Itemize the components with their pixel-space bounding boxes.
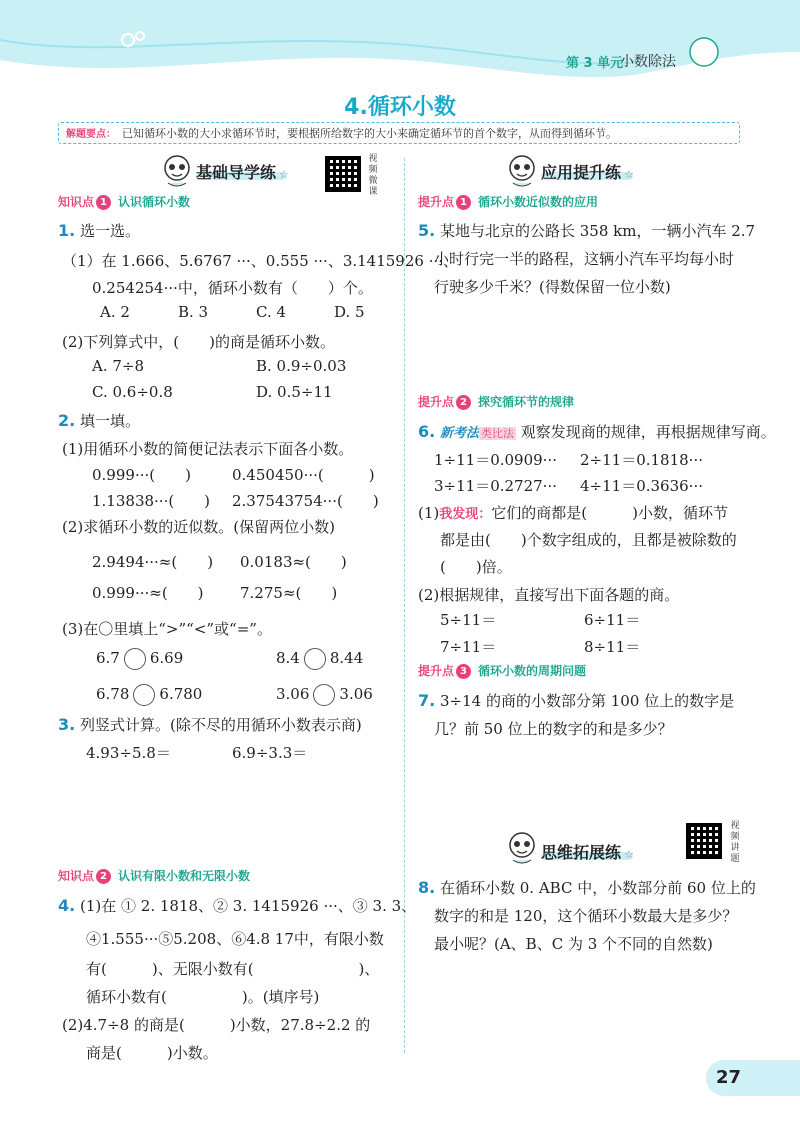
section-title-applied: 应用提升练 ☆	[541, 160, 634, 183]
q4-p1-line4: 循环小数有( )。(填序号)	[86, 988, 320, 1006]
q2-p3-item: 6.7 6.69	[96, 648, 183, 670]
column-divider	[404, 158, 405, 1053]
q5-line1: 5 . 某地与北京的公路长 358 km，一辆小汽车 2.7	[418, 220, 755, 241]
q1-p1-line2: 0.254254···中，循环小数有（ ）个。	[92, 279, 373, 297]
section-title-extension: 思维拓展练 ☆	[541, 840, 634, 863]
q6-eq: 2÷11＝0.1818···	[580, 451, 703, 469]
q2-p3-item: 6.78 6.780	[96, 684, 202, 706]
q2-p2-item: 7.275≈( )	[240, 584, 338, 602]
q8-line2: 数字的和是 120，这个循环小数最大是多少？	[434, 907, 738, 925]
q8-line1: 8 . 在循环小数 0. ABC 中，小数部分前 60 位上的	[418, 877, 756, 898]
mascot-icon	[160, 153, 194, 189]
q1-p1-line1: （1）在 1.666、5.6767 ···、0.555 ···、3.1415926 ···、	[62, 252, 459, 270]
q2-p1-item: 1.13838···( )	[92, 492, 211, 510]
q2-p1-stem: (1)用循环小数的简便记法表示下面各小数。	[62, 440, 354, 458]
q4-p1-line3: 有( )、无限小数有( )、	[86, 960, 380, 978]
knowledge-point-2: 知识点 2 认识有限小数和无限小数	[58, 869, 251, 883]
q6-p2-item: 6÷11＝	[584, 611, 641, 629]
q1-p2-option-b: B. 0.9÷0.03	[256, 357, 347, 375]
knowledge-point-1: 知识点 1 认识循环小数	[58, 195, 191, 209]
q6-eq: 3÷11＝0.2727···	[434, 477, 557, 495]
q4-p2-line2: 商是( )小数。	[86, 1044, 218, 1062]
qr-code-icon[interactable]	[325, 156, 361, 192]
qr-label: 视频微课	[368, 154, 378, 197]
q3-title: 3 . 列竖式计算。(除不尽的用循环小数表示商)	[58, 714, 362, 735]
promotion-point-3: 提升点 3 循环小数的周期问题	[418, 664, 587, 678]
q2-p3-item: 3.06 3.06	[276, 684, 373, 706]
qr-label: 视频讲题	[730, 821, 740, 864]
q6-p2-item: 7÷11＝	[440, 638, 497, 656]
q6-p2-item: 8÷11＝	[584, 638, 641, 656]
unit-label: 第 3 单元	[566, 56, 624, 71]
q2-p3-item: 8.4 8.44	[276, 648, 363, 670]
q6-title: 6 . 新考法 类比法 观察发现商的规律，再根据规律写商。	[418, 421, 776, 442]
q2-p2-item: 0.999···≈( )	[92, 584, 204, 602]
q5-line2: 小时行完一半的路程，这辆小汽车平均每小时	[434, 250, 735, 268]
q6-p1-line2: 都是由( )个数字组成的，且都是被除数的	[440, 531, 737, 549]
q6-p1-line1: (1)我发现：它们的商都是( )小数，循环节	[418, 504, 728, 522]
promotion-point-2: 提升点 2 探究循环节的规律	[418, 395, 575, 409]
q2-p2-stem: (2)求循环小数的近似数。(保留两位小数)	[62, 518, 335, 536]
tip-text: 已知循环小数的大小求循环节时，要根据所给数字的大小来确定循环节的首个数字，从而得到循环节。	[122, 127, 617, 140]
q6-p2-item: 5÷11＝	[440, 611, 497, 629]
q1-p2-option-a: A. 7÷8	[92, 357, 145, 375]
q4-p1-line2: ④1.555···⑤5.208、⑥4.8 17中，有限小数	[86, 930, 384, 948]
q2-p2-item: 2.9494···≈( )	[92, 553, 214, 571]
tip-label: 解题要点：	[66, 129, 116, 140]
q1-p1-option-c: C. 4	[256, 303, 287, 321]
page-number: 27	[716, 1067, 742, 1088]
header-band	[0, 0, 800, 80]
q1-p2-option-c: C. 0.6÷0.8	[92, 383, 173, 401]
qr-code-icon[interactable]	[686, 823, 722, 859]
q3-item: 4.93÷5.8＝	[86, 744, 171, 762]
q4-p1-line1: 4 . (1)在 ① 2. 1818、② 3. 1415926 ···、③ 3. 3、	[58, 895, 416, 916]
q1-p1-option-d: D. 5	[334, 303, 365, 321]
q2-p3-stem: (3)在〇里填上“>”“<”或“=”。	[62, 620, 272, 638]
q3-item: 6.9÷3.3＝	[232, 744, 308, 762]
compare-circle[interactable]	[304, 648, 326, 670]
mascot-icon	[505, 830, 539, 866]
q4-p2-line1: (2)4.7÷8 的商是( )小数，27.8÷2.2 的	[62, 1016, 371, 1034]
q2-p1-item: 0.450450···( )	[232, 466, 375, 484]
q5-line3: 行驶多少千米？(得数保留一位小数)	[434, 278, 671, 296]
q2-p1-item: 0.999···( )	[92, 466, 191, 484]
q1-p1-option-b: B. 3	[178, 303, 209, 321]
q1-p1-option-a: A. 2	[100, 303, 130, 321]
lesson-title: 4.循环小数	[344, 95, 456, 120]
q2-p1-item: 2.37543754···( )	[232, 492, 379, 510]
mascot-icon	[505, 153, 539, 189]
q1-title: 1 . 选一选。	[58, 220, 140, 241]
q1-p2-stem: (2)下列算式中，( )的商是循环小数。	[62, 333, 335, 351]
q2-p2-item: 0.0183≈( )	[240, 553, 347, 571]
q8-line3: 最小呢？(A、B、C 为 3 个不同的自然数)	[434, 935, 713, 953]
compare-circle[interactable]	[313, 684, 335, 706]
q6-p2-stem: (2)根据规律，直接写出下面各题的商。	[418, 586, 680, 604]
q7-line1: 7 . 3÷14 的商的小数部分第 100 位上的数字是	[418, 690, 734, 711]
q6-p1-line3: ( )倍。	[440, 558, 512, 576]
section-title-basic: 基础导学练 ☆	[196, 160, 289, 183]
q2-title: 2 . 填一填。	[58, 410, 140, 431]
unit-name: 小数除法	[620, 54, 676, 70]
q1-p2-option-d: D. 0.5÷11	[256, 383, 333, 401]
q7-line2: 几？前 50 位上的数字的和是多少？	[434, 720, 673, 738]
promotion-point-1: 提升点 1 循环小数近似数的应用	[418, 195, 599, 209]
compare-circle[interactable]	[124, 648, 146, 670]
compare-circle[interactable]	[133, 684, 155, 706]
q6-eq: 4÷11＝0.3636···	[580, 477, 703, 495]
q6-eq: 1÷11＝0.0909···	[434, 451, 557, 469]
